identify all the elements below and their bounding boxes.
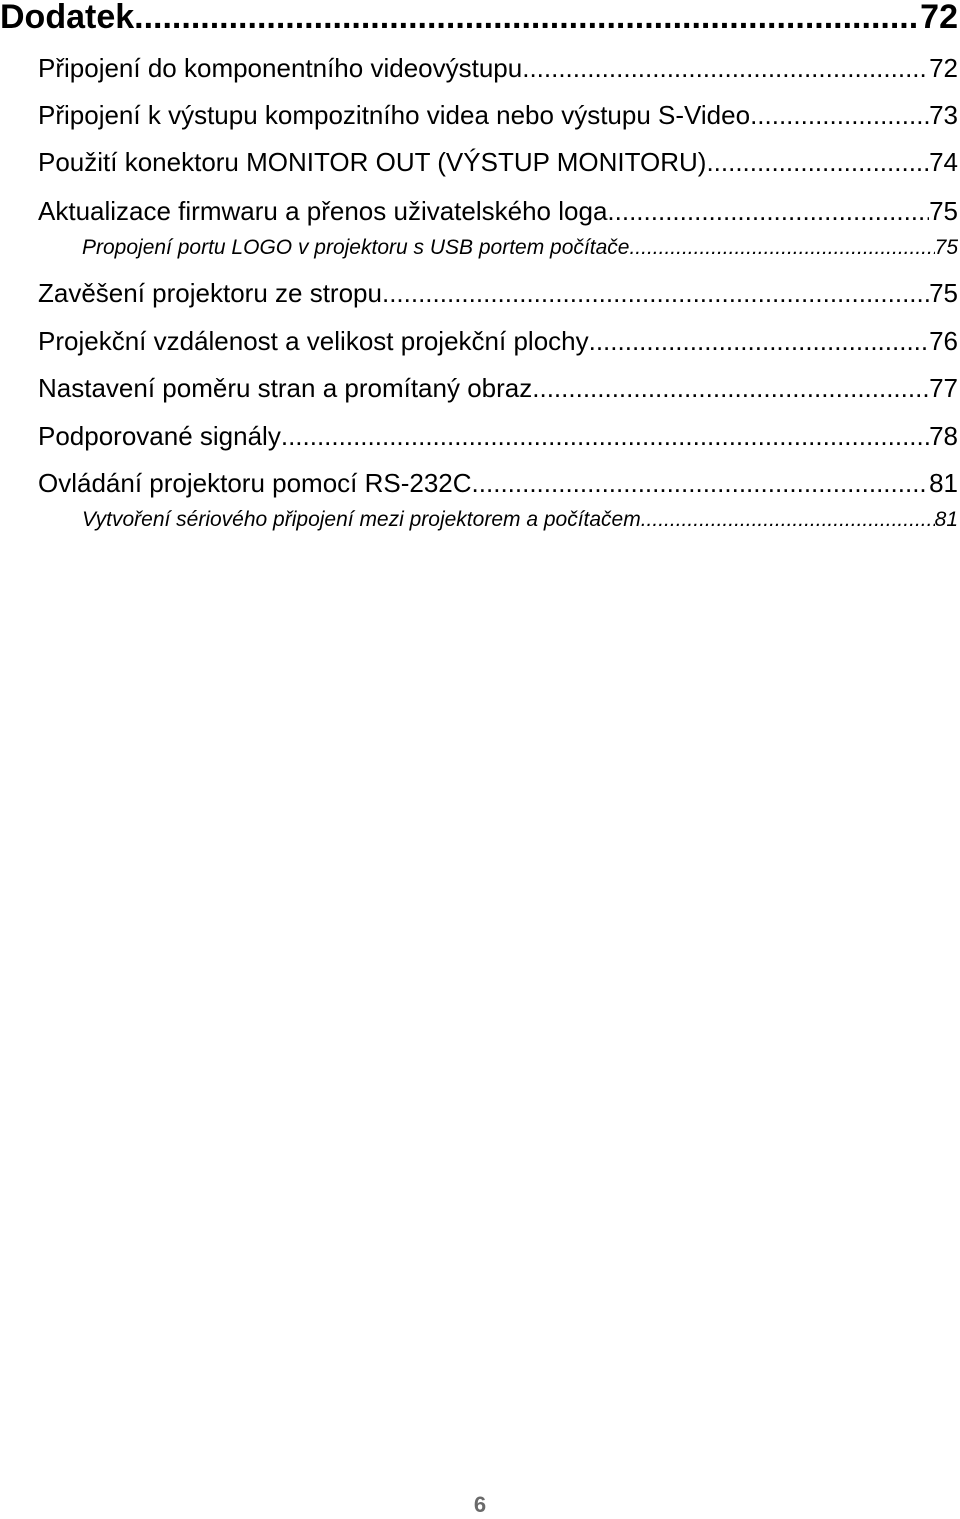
toc-entry[interactable] xyxy=(38,196,958,227)
toc-heading-page: 72 xyxy=(920,0,958,36)
toc-entry-label: Ovládání projektoru pomocí RS-232C xyxy=(38,468,472,498)
toc-leader-dots xyxy=(706,147,929,178)
toc-entry-page: 75 xyxy=(929,196,958,226)
toc-entry[interactable] xyxy=(38,53,958,84)
toc-entry[interactable] xyxy=(38,278,958,309)
toc-leader-dots xyxy=(382,278,929,309)
toc-entry[interactable] xyxy=(38,100,958,131)
toc-entry-page: 74 xyxy=(929,147,958,177)
toc-leader-dots xyxy=(641,508,935,532)
toc-subentry-page: 75 xyxy=(934,236,958,259)
toc-leader-dots xyxy=(522,53,929,84)
toc-entry-label: Připojení k výstupu kompozitního videa nebo výstupu S-Video xyxy=(38,100,751,130)
toc-leader-dots xyxy=(281,421,929,452)
toc-entry-page: 81 xyxy=(929,468,958,498)
toc-entry-page: 77 xyxy=(929,373,958,403)
toc-subentry[interactable] xyxy=(82,508,958,532)
toc-entry-label: Aktualizace firmwaru a přenos uživatelského loga xyxy=(38,196,608,226)
toc-entry-page: 78 xyxy=(929,421,958,451)
toc-entry[interactable] xyxy=(38,468,958,499)
toc-entry[interactable] xyxy=(38,147,958,178)
toc-entry-page: 76 xyxy=(929,326,958,356)
toc-leader-dots xyxy=(589,326,929,357)
toc-entry-label: Použití konektoru MONITOR OUT (VÝSTUP MONITORU) xyxy=(38,147,707,177)
toc-entry[interactable] xyxy=(38,421,958,452)
page-number: 6 xyxy=(473,1492,487,1517)
toc-subentry-page: 81 xyxy=(934,508,958,531)
toc-entry-page: 72 xyxy=(929,53,958,83)
toc-leader-dots xyxy=(472,468,930,499)
toc-heading-dodatek[interactable] xyxy=(0,0,958,37)
toc-entry[interactable] xyxy=(38,326,958,357)
toc-heading-label: Dodatek xyxy=(0,0,135,36)
toc-subentry-label: Vytvoření sériového připojení mezi projektorem a počítačem xyxy=(82,508,641,531)
toc-leader-dots xyxy=(629,236,934,260)
toc-subentry[interactable] xyxy=(82,236,958,260)
toc-entry-label: Podporované signály xyxy=(38,421,281,451)
toc-leader-dots xyxy=(607,196,929,227)
toc-leader-dots xyxy=(750,100,929,131)
toc-entry-label: Připojení do komponentního videovýstupu xyxy=(38,53,523,83)
toc-entry-page: 75 xyxy=(929,278,958,308)
toc-entry-label: Zavěšení projektoru ze stropu xyxy=(38,278,382,308)
toc-entry[interactable] xyxy=(38,373,958,404)
toc-entry-page: 73 xyxy=(929,100,958,130)
toc-leader-dots xyxy=(532,373,929,404)
toc-leader-dots xyxy=(134,0,920,37)
toc-subentry-label: Propojení portu LOGO v projektoru s USB portem počítače xyxy=(82,236,630,259)
toc-entry-label: Nastavení poměru stran a promítaný obraz xyxy=(38,373,533,403)
toc-entry-label: Projekční vzdálenost a velikost projekční plochy xyxy=(38,326,589,356)
